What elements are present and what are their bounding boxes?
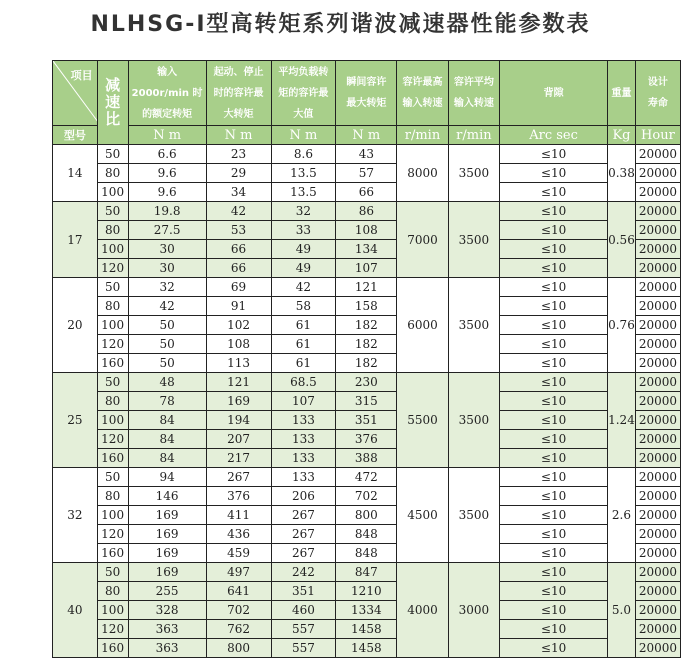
startstop-torque-cell: 459	[206, 544, 271, 563]
avgload-torque-cell: 206	[271, 487, 336, 506]
momentary-torque-cell: 158	[336, 297, 397, 316]
table-row	[53, 240, 681, 259]
weight-cell: 2.6	[608, 468, 636, 563]
avgload-torque-cell: 267	[271, 525, 336, 544]
ratio-cell: 50	[97, 145, 128, 164]
backlash-cell: ≤10	[500, 354, 608, 373]
table-row	[53, 183, 681, 202]
avgload-torque-cell: 133	[271, 411, 336, 430]
header-line: 瞬间容许	[346, 77, 387, 88]
weight-cell: 1.24	[608, 373, 636, 468]
life-cell: 20000	[635, 430, 680, 449]
avg-speed-cell: 3500	[448, 145, 499, 202]
startstop-torque-cell: 66	[206, 240, 271, 259]
backlash-cell: ≤10	[500, 164, 608, 183]
rated-torque-cell: 78	[128, 392, 206, 411]
momentary-torque-cell: 86	[336, 202, 397, 221]
unit-cell: Hour	[635, 126, 680, 145]
life-cell: 20000	[635, 525, 680, 544]
avgload-torque-cell: 460	[271, 601, 336, 620]
model-cell: 40	[53, 563, 98, 658]
avgload-torque-cell: 61	[271, 335, 336, 354]
startstop-torque-cell: 108	[206, 335, 271, 354]
rated-torque-cell: 6.6	[128, 145, 206, 164]
header-line: 容许平均	[453, 77, 494, 88]
ratio-cell: 100	[97, 316, 128, 335]
table-row	[53, 164, 681, 183]
ratio-cell: 50	[97, 278, 128, 297]
weight-cell: 0.38	[608, 145, 636, 202]
max-speed-cell: 4000	[397, 563, 448, 658]
rated-torque-cell: 32	[128, 278, 206, 297]
avgload-torque-cell: 107	[271, 392, 336, 411]
backlash-header: 背隙	[500, 61, 608, 126]
table-row	[53, 449, 681, 468]
table-row	[53, 582, 681, 601]
backlash-cell: ≤10	[500, 563, 608, 582]
life-cell: 20000	[635, 582, 680, 601]
backlash-cell: ≤10	[500, 392, 608, 411]
momentary-torque-cell: 702	[336, 487, 397, 506]
startstop-torque-cell: 436	[206, 525, 271, 544]
model-cell: 20	[53, 278, 98, 373]
ratio-cell: 160	[97, 639, 128, 658]
momentary-torque-cell: 182	[336, 354, 397, 373]
header-line: 输入	[157, 66, 178, 78]
ratio-cell: 50	[97, 202, 128, 221]
startstop-torque-cell: 411	[206, 506, 271, 525]
life-cell: 20000	[635, 468, 680, 487]
life-cell: 20000	[635, 563, 680, 582]
avgload-torque-cell: 42	[271, 278, 336, 297]
life-cell: 20000	[635, 202, 680, 221]
momentary-torque-cell: 108	[336, 221, 397, 240]
backlash-cell: ≤10	[500, 430, 608, 449]
header-line: 最大转矩	[346, 98, 387, 109]
avgload-torque-cell: 8.6	[271, 145, 336, 164]
startstop-torque-header	[206, 61, 271, 126]
avgload-torque-cell: 557	[271, 620, 336, 639]
avgload-torque-cell: 242	[271, 563, 336, 582]
life-cell: 20000	[635, 297, 680, 316]
momentary-torque-cell: 43	[336, 145, 397, 164]
momentary-torque-cell: 388	[336, 449, 397, 468]
header-line: 时的容许最	[213, 87, 264, 99]
backlash-cell: ≤10	[500, 639, 608, 658]
rated-torque-cell: 84	[128, 430, 206, 449]
ratio-header	[97, 61, 128, 145]
max-speed-cell: 7000	[397, 202, 448, 278]
avg-speed-cell: 3500	[448, 278, 499, 373]
header-line: 平均负载转	[278, 66, 329, 78]
avgload-torque-cell: 32	[271, 202, 336, 221]
ratio-cell: 120	[97, 259, 128, 278]
max-speed-cell: 4500	[397, 468, 448, 563]
table-row	[53, 335, 681, 354]
rated-torque-cell: 9.6	[128, 183, 206, 202]
ratio-cell: 100	[97, 183, 128, 202]
table-row	[53, 278, 681, 297]
header-line: 大转矩	[223, 108, 254, 120]
table-row	[53, 563, 681, 582]
rated-torque-cell: 169	[128, 563, 206, 582]
corner-item-label: 项目	[70, 69, 93, 82]
startstop-torque-cell: 53	[206, 221, 271, 240]
backlash-cell: ≤10	[500, 278, 608, 297]
rated-torque-cell: 169	[128, 506, 206, 525]
backlash-cell: ≤10	[500, 183, 608, 202]
avgload-torque-cell: 58	[271, 297, 336, 316]
startstop-torque-cell: 23	[206, 145, 271, 164]
max-speed-cell: 8000	[397, 145, 448, 202]
avg-speed-cell: 3500	[448, 373, 499, 468]
momentary-torque-cell: 66	[336, 183, 397, 202]
momentary-torque-cell: 848	[336, 525, 397, 544]
ratio-cell: 50	[97, 563, 128, 582]
ratio-cell: 80	[97, 297, 128, 316]
spec-table-body	[53, 145, 681, 658]
life-cell: 20000	[635, 601, 680, 620]
startstop-torque-cell: 800	[206, 639, 271, 658]
avg-speed-cell: 3000	[448, 563, 499, 658]
momentary-torque-cell: 1458	[336, 620, 397, 639]
momentary-torque-header	[336, 61, 397, 126]
table-row	[53, 145, 681, 164]
rated-torque-cell: 255	[128, 582, 206, 601]
avgload-torque-cell: 61	[271, 316, 336, 335]
backlash-cell: ≤10	[500, 259, 608, 278]
startstop-torque-cell: 497	[206, 563, 271, 582]
unit-cell: r/min	[448, 126, 499, 145]
max-speed-cell: 6000	[397, 278, 448, 373]
backlash-cell: ≤10	[500, 620, 608, 639]
startstop-torque-cell: 91	[206, 297, 271, 316]
rated-torque-cell: 50	[128, 354, 206, 373]
table-row	[53, 544, 681, 563]
weight-cell: 0.56	[608, 202, 636, 278]
avg-speed-cell: 3500	[448, 468, 499, 563]
rated-torque-cell: 9.6	[128, 164, 206, 183]
startstop-torque-cell: 217	[206, 449, 271, 468]
avgload-torque-cell: 13.5	[271, 183, 336, 202]
startstop-torque-cell: 267	[206, 468, 271, 487]
table-row	[53, 639, 681, 658]
table-row	[53, 354, 681, 373]
backlash-cell: ≤10	[500, 582, 608, 601]
rated-torque-cell: 30	[128, 259, 206, 278]
table-row	[53, 430, 681, 449]
life-cell: 20000	[635, 316, 680, 335]
ratio-cell: 100	[97, 240, 128, 259]
life-cell: 20000	[635, 620, 680, 639]
backlash-cell: ≤10	[500, 525, 608, 544]
header-line: 大值	[293, 108, 314, 120]
table-row	[53, 221, 681, 240]
rated-torque-cell: 84	[128, 411, 206, 430]
momentary-torque-cell: 1334	[336, 601, 397, 620]
backlash-cell: ≤10	[500, 601, 608, 620]
corner-model-label: 型号	[63, 129, 86, 142]
unit-cell: Kg	[608, 126, 636, 145]
table-row	[53, 373, 681, 392]
rated-torque-cell: 146	[128, 487, 206, 506]
backlash-cell: ≤10	[500, 468, 608, 487]
rated-torque-cell: 363	[128, 639, 206, 658]
life-cell: 20000	[635, 354, 680, 373]
corner-model-cell	[53, 126, 98, 145]
momentary-torque-cell: 230	[336, 373, 397, 392]
startstop-torque-cell: 194	[206, 411, 271, 430]
table-row	[53, 525, 681, 544]
header-line: 矩的容许最	[278, 87, 329, 99]
table-row	[53, 620, 681, 639]
life-cell: 20000	[635, 278, 680, 297]
backlash-cell: ≤10	[500, 202, 608, 221]
ratio-cell: 120	[97, 525, 128, 544]
avgload-torque-cell: 351	[271, 582, 336, 601]
avg-speed-header	[448, 61, 499, 126]
avgload-torque-cell: 49	[271, 259, 336, 278]
life-cell: 20000	[635, 221, 680, 240]
header-line: 输入转速	[402, 98, 443, 109]
ratio-cell: 80	[97, 221, 128, 240]
spec-table	[52, 60, 681, 658]
table-row	[53, 601, 681, 620]
startstop-torque-cell: 69	[206, 278, 271, 297]
header-line: 的额定转矩	[142, 108, 193, 120]
momentary-torque-cell: 182	[336, 335, 397, 354]
ratio-cell: 80	[97, 392, 128, 411]
header-line: 2000r/min 时	[131, 87, 203, 99]
startstop-torque-cell: 207	[206, 430, 271, 449]
backlash-cell: ≤10	[500, 449, 608, 468]
ratio-cell: 120	[97, 620, 128, 639]
max-speed-header	[397, 61, 448, 126]
rated-torque-cell: 42	[128, 297, 206, 316]
backlash-cell: ≤10	[500, 297, 608, 316]
avgload-torque-cell: 68.5	[271, 373, 336, 392]
startstop-torque-cell: 376	[206, 487, 271, 506]
unit-cell: Arc sec	[500, 126, 608, 145]
startstop-torque-cell: 102	[206, 316, 271, 335]
rated-torque-cell: 169	[128, 525, 206, 544]
ratio-cell: 120	[97, 335, 128, 354]
life-cell: 20000	[635, 335, 680, 354]
momentary-torque-cell: 351	[336, 411, 397, 430]
momentary-torque-cell: 376	[336, 430, 397, 449]
momentary-torque-cell: 847	[336, 563, 397, 582]
table-row	[53, 487, 681, 506]
momentary-torque-cell: 800	[336, 506, 397, 525]
ratio-cell: 80	[97, 164, 128, 183]
backlash-cell: ≤10	[500, 316, 608, 335]
unit-cell: N m	[336, 126, 397, 145]
rated-torque-cell: 50	[128, 335, 206, 354]
ratio-cell: 80	[97, 582, 128, 601]
header-line: 输入转速	[453, 98, 494, 109]
life-cell: 20000	[635, 639, 680, 658]
weight-cell: 0.76	[608, 278, 636, 373]
rated-torque-cell: 48	[128, 373, 206, 392]
startstop-torque-cell: 42	[206, 202, 271, 221]
backlash-cell: ≤10	[500, 373, 608, 392]
ratio-cell: 100	[97, 601, 128, 620]
life-cell: 20000	[635, 240, 680, 259]
backlash-cell: ≤10	[500, 335, 608, 354]
momentary-torque-cell: 134	[336, 240, 397, 259]
max-speed-cell: 5500	[397, 373, 448, 468]
table-row	[53, 506, 681, 525]
momentary-torque-cell: 472	[336, 468, 397, 487]
startstop-torque-cell: 762	[206, 620, 271, 639]
rated-torque-cell: 94	[128, 468, 206, 487]
ratio-cell: 50	[97, 373, 128, 392]
ratio-cell: 160	[97, 449, 128, 468]
avgload-torque-cell: 133	[271, 449, 336, 468]
table-row	[53, 392, 681, 411]
model-cell: 32	[53, 468, 98, 563]
avgload-torque-header	[271, 61, 336, 126]
weight-header: 重量	[608, 61, 636, 126]
rated-torque-cell: 169	[128, 544, 206, 563]
avgload-torque-cell: 13.5	[271, 164, 336, 183]
backlash-cell: ≤10	[500, 487, 608, 506]
startstop-torque-cell: 169	[206, 392, 271, 411]
rated-torque-cell: 363	[128, 620, 206, 639]
unit-cell: N m	[271, 126, 336, 145]
table-row	[53, 259, 681, 278]
header-line: 寿命	[647, 98, 668, 109]
life-cell: 20000	[635, 183, 680, 202]
life-cell: 20000	[635, 164, 680, 183]
momentary-torque-cell: 107	[336, 259, 397, 278]
backlash-cell: ≤10	[500, 544, 608, 563]
avgload-torque-cell: 557	[271, 639, 336, 658]
header-line: 容许最高	[402, 77, 443, 88]
rated-torque-cell: 84	[128, 449, 206, 468]
rated-torque-cell: 27.5	[128, 221, 206, 240]
avgload-torque-cell: 61	[271, 354, 336, 373]
table-row	[53, 297, 681, 316]
startstop-torque-cell: 641	[206, 582, 271, 601]
model-cell: 17	[53, 202, 98, 278]
avgload-torque-cell: 133	[271, 430, 336, 449]
backlash-cell: ≤10	[500, 221, 608, 240]
table-row	[53, 316, 681, 335]
backlash-cell: ≤10	[500, 411, 608, 430]
table-row	[53, 468, 681, 487]
life-cell: 20000	[635, 145, 680, 164]
life-cell: 20000	[635, 487, 680, 506]
rated-torque-cell: 50	[128, 316, 206, 335]
ratio-header-label: 减速比	[105, 76, 121, 128]
momentary-torque-cell: 1210	[336, 582, 397, 601]
life-cell: 20000	[635, 506, 680, 525]
backlash-cell: ≤10	[500, 506, 608, 525]
momentary-torque-cell: 57	[336, 164, 397, 183]
rated-torque-cell: 19.8	[128, 202, 206, 221]
momentary-torque-cell: 1458	[336, 639, 397, 658]
ratio-cell: 160	[97, 544, 128, 563]
startstop-torque-cell: 113	[206, 354, 271, 373]
avg-speed-cell: 3500	[448, 202, 499, 278]
momentary-torque-cell: 182	[336, 316, 397, 335]
momentary-torque-cell: 121	[336, 278, 397, 297]
avgload-torque-cell: 133	[271, 468, 336, 487]
avgload-torque-cell: 49	[271, 240, 336, 259]
page-title: NLHSG-I型高转矩系列谐波减速器性能参数表	[90, 12, 591, 37]
model-cell: 25	[53, 373, 98, 468]
avgload-torque-cell: 267	[271, 506, 336, 525]
ratio-cell: 100	[97, 506, 128, 525]
avgload-torque-cell: 267	[271, 544, 336, 563]
unit-cell: N m	[206, 126, 271, 145]
unit-cell: r/min	[397, 126, 448, 145]
rated-torque-cell: 328	[128, 601, 206, 620]
rated-torque-cell: 30	[128, 240, 206, 259]
model-cell: 14	[53, 145, 98, 202]
life-cell: 20000	[635, 449, 680, 468]
ratio-cell: 80	[97, 487, 128, 506]
startstop-torque-cell: 121	[206, 373, 271, 392]
life-header	[635, 61, 680, 126]
ratio-cell: 120	[97, 430, 128, 449]
ratio-cell: 100	[97, 411, 128, 430]
table-row	[53, 202, 681, 221]
rated-torque-header	[128, 61, 206, 126]
momentary-torque-cell: 315	[336, 392, 397, 411]
startstop-torque-cell: 34	[206, 183, 271, 202]
startstop-torque-cell: 29	[206, 164, 271, 183]
life-cell: 20000	[635, 373, 680, 392]
momentary-torque-cell: 848	[336, 544, 397, 563]
startstop-torque-cell: 66	[206, 259, 271, 278]
table-row	[53, 411, 681, 430]
life-cell: 20000	[635, 411, 680, 430]
ratio-cell: 160	[97, 354, 128, 373]
weight-cell: 5.0	[608, 563, 636, 658]
unit-cell: N m	[128, 126, 206, 145]
avgload-torque-cell: 33	[271, 221, 336, 240]
corner-header	[53, 61, 98, 126]
ratio-cell: 50	[97, 468, 128, 487]
life-cell: 20000	[635, 259, 680, 278]
header-line: 设计	[647, 77, 668, 88]
startstop-torque-cell: 702	[206, 601, 271, 620]
backlash-cell: ≤10	[500, 240, 608, 259]
backlash-cell: ≤10	[500, 145, 608, 164]
life-cell: 20000	[635, 392, 680, 411]
header-line: 起动、停止	[213, 66, 264, 78]
life-cell: 20000	[635, 544, 680, 563]
